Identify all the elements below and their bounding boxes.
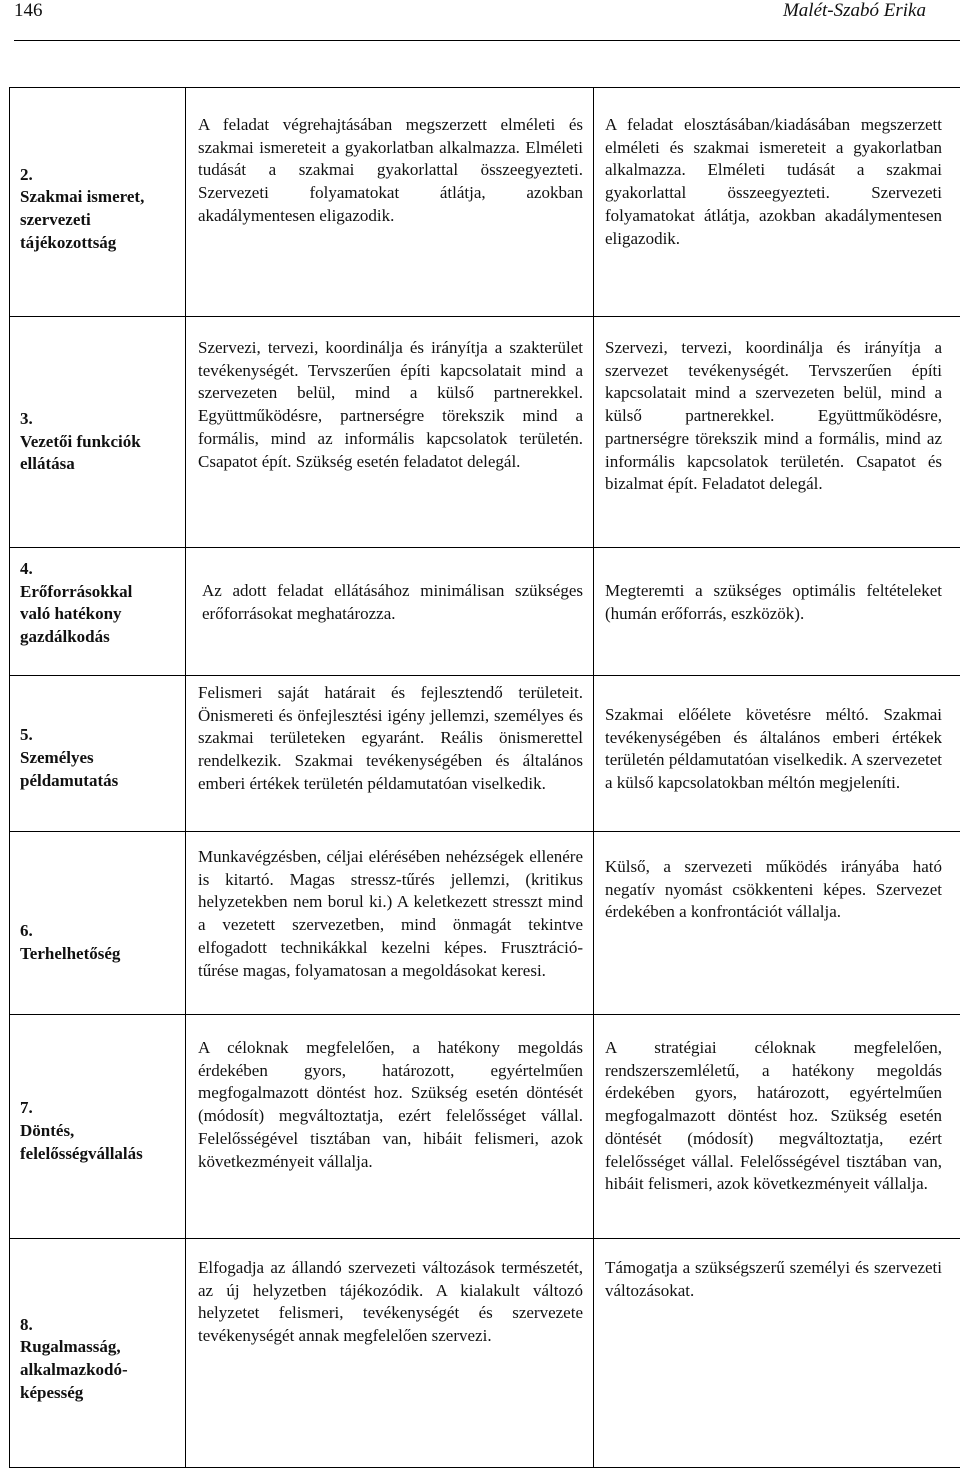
description-cell [186, 1239, 594, 1468]
description-cell [186, 88, 594, 317]
table-row [10, 1239, 960, 1468]
table-row [10, 548, 960, 676]
competency-label-cell [10, 548, 186, 676]
description-text: Támogatja a szükségszerű személyi és szervezeti változásokat. [605, 1257, 942, 1302]
competency-title: Erőforrásokkal való hatékony gazdálkodás [20, 581, 185, 649]
description-cell [186, 832, 594, 1015]
description-cell [186, 548, 594, 676]
description-text: Külső, a szervezeti működés irányába ható negatív nyomást csökkenteni képes. Szervezet érdekében a konfrontációt vállalja. [605, 856, 942, 924]
page-header [0, 0, 960, 40]
running-title-author: Malét-Szabó Erika [783, 0, 926, 22]
description-cell [594, 88, 960, 317]
competency-number: 8. [20, 1314, 185, 1337]
table-row [10, 1015, 960, 1239]
table-row [10, 317, 960, 548]
competency-title: Terhelhetőség [20, 943, 185, 966]
description-text: A feladat elosztásában/kiadásában megszerzett elméleti és szakmai ismereteit a gyakorlatban alkalmazza. Elméleti tudását a szakmai gyakorlattal összeegyezteti. Szervezeti folyamatokat átlátja, azokban akadálymentesen eligazodik. [605, 114, 942, 250]
competency-label-cell [10, 832, 186, 1015]
competency-number: 4. [20, 558, 185, 581]
header-rule [14, 40, 960, 41]
description-text: Felismeri saját határait és fejlesztendő területeit. Önismereti és önfejlesztési igény jellemzi, személyes és szakmai területeken egyaránt. Reális önismerettel rendelkezik. Szakmai tevékenységében és általános emberi értékek területén példamutatóan viselkedik. [198, 682, 583, 796]
competency-number: 7. [20, 1097, 185, 1120]
competency-title: Döntés, felelősségvállalás [20, 1120, 185, 1165]
description-cell [594, 832, 960, 1015]
description-cell [594, 676, 960, 832]
description-text: Megteremti a szükséges optimális feltételeket (humán erőforrás, eszközök). [605, 580, 942, 625]
competency-number: 6. [20, 920, 185, 943]
description-cell [186, 1015, 594, 1239]
competency-number: 2. [20, 164, 185, 187]
competency-title: Rugalmasság, alkalmazkodó-képesség [20, 1336, 185, 1404]
competency-label-cell [10, 1015, 186, 1239]
description-text: Elfogadja az állandó szervezeti változások természetét, az új helyzetben tájékozódik. A kialakult változó helyzetet felismeri, tevékenységét és szervezete tevékenységét annak megfelelően szervezi. [198, 1257, 583, 1348]
competency-label-cell [10, 88, 186, 317]
description-cell [594, 317, 960, 548]
description-text: Szervezi, tervezi, koordinálja és irányítja a szakterület tevékenységét. Tervszerűen építi kapcsolatait mind a szervezeten belül, mind a külső partnerekkel. Együttműködésre, partnerségre törekszik mind a formális, mind az informális kapcsolatok területén. Csapatot épít. Szükség esetén feladatot delegál. [198, 337, 583, 473]
description-text: Munkavégzésben, céljai elérésében nehézségek ellenére is kitartó. Magas stressz-tűrés jellemzi, (kritikus helyzetekben nem borul ki.) A keletkezett stresszt mind a vezetett szervezetben, mind önmagát tekintve elfogadott technikákkal kezelni képes. Frusztráció-tűrése magas, folyamatosan a megoldásokat keresi. [198, 846, 583, 982]
description-cell [594, 548, 960, 676]
competency-label-cell [10, 676, 186, 832]
table-row [10, 832, 960, 1015]
description-text: Az adott feladat ellátásához minimálisan szükséges erőforrásokat meghatározza. [198, 580, 583, 625]
competency-number: 3. [20, 408, 185, 431]
description-cell [594, 1015, 960, 1239]
competency-title: Vezetői funkciók ellátása [20, 431, 185, 476]
table-row [10, 88, 960, 317]
competency-number: 5. [20, 724, 185, 747]
competency-table [9, 87, 960, 1468]
description-cell [186, 676, 594, 832]
description-text: Szakmai előélete követésre méltó. Szakmai tevékenységében és általános emberi értékek területén példamutatóan viselkedik. A szervezetet a külső kapcsolatokban méltón megjeleníti. [605, 704, 942, 795]
table-row [10, 676, 960, 832]
description-text: A stratégiai céloknak megfelelően, rendszerszemléletű, a hatékony megoldás érdekében gyors, határozott, egyértelműen megfogalmazott döntést hoz. Szükség esetén döntését (módosít) megváltoztatja, ezért felelősséget vállal. Felelősségével tisztában van, hibáit felismeri, azok következményeit vállalja. [605, 1037, 942, 1196]
competency-label-cell [10, 1239, 186, 1468]
description-text: A céloknak megfelelően, a hatékony megoldás érdekében gyors, határozott, egyértelműen megfogalmazott döntést hoz. Szükség esetén döntését (módosít) megváltoztatja, ezért felelősséget vállal. Felelősségével tisztában van, hibáit felismeri, azok következményeit vállalja. [198, 1037, 583, 1173]
competency-label-cell [10, 317, 186, 548]
description-text: Szervezi, tervezi, koordinálja és irányítja a szervezet tevékenységét. Tervszerűen építi kapcsolatait mind a szervezeten belül, mind a külső partnerekkel. Együttműködésre, partnerségre törekszik mind a formális, mind az informális kapcsolatok területén. Csapatot és bizalmat épít. Feladatot delegál. [605, 337, 942, 496]
description-text: A feladat végrehajtásában megszerzett elméleti és szakmai ismereteit a gyakorlatban alkalmazza. Elméleti tudását a szakmai gyakorlattal összeegyezteti. Szervezeti folyamatokat átlátja, azokban akadálymentesen eligazodik. [198, 114, 583, 228]
competency-title: Szakmai ismeret, szervezeti tájékozottság [20, 186, 185, 254]
competency-title: Személyes példamutatás [20, 747, 185, 792]
page-number: 146 [14, 0, 43, 22]
description-cell [186, 317, 594, 548]
description-cell [594, 1239, 960, 1468]
